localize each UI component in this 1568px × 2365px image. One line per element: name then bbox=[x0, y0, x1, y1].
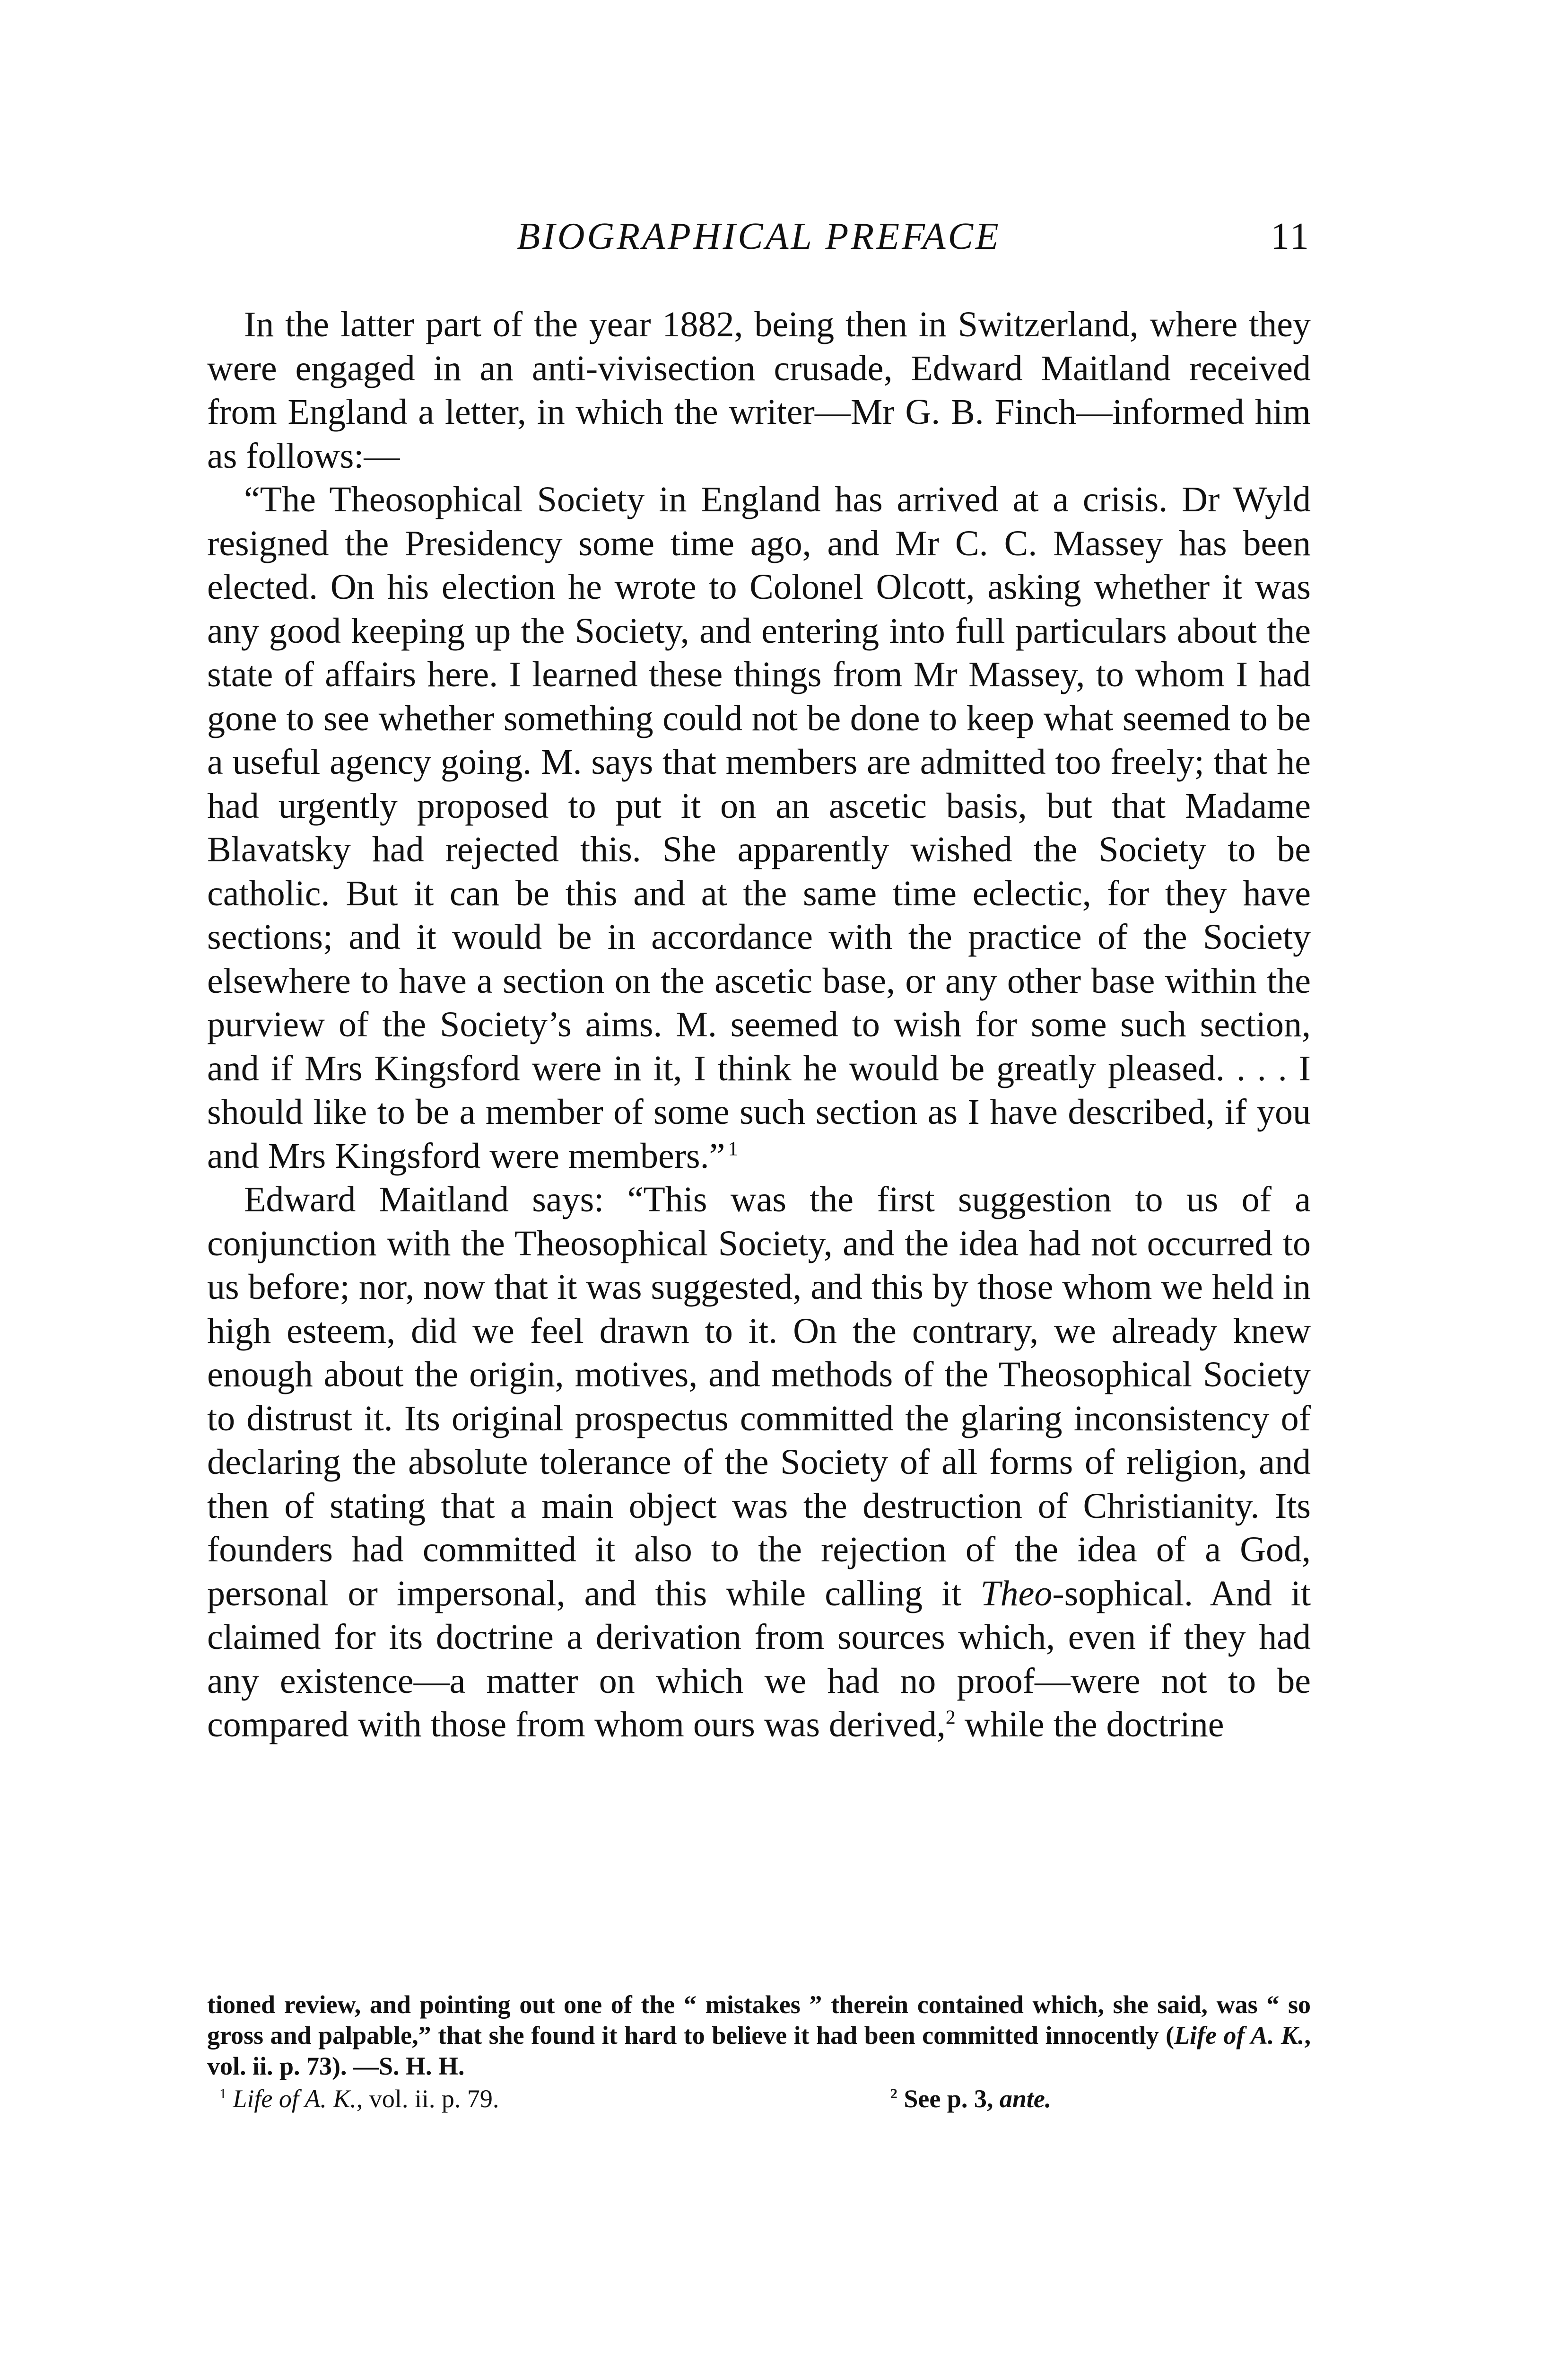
footnotes bbox=[207, 1989, 1311, 2117]
footnote-2-italic: ante. bbox=[999, 2085, 1052, 2113]
paragraph-3 bbox=[207, 1178, 1311, 1747]
footnote-ref-1: 1 bbox=[728, 1138, 738, 1160]
page-number: 11 bbox=[1270, 216, 1311, 257]
theo-emphasis: Theo bbox=[980, 1573, 1053, 1613]
paragraph-3-text-b: -sophical. And it claimed for its doctrine a derivation from sources which, even if they had any existence—a matter on which we had no proof—were not to be compared with those from whom ours was derived, bbox=[207, 1573, 1311, 1744]
paragraph-3-text-a: Edward Maitland says: “This was the first suggestion to us of a conjunction with the Theosophical Society, and the idea had not occurred to us before; nor, now that it was suggested, and this by those whom we held in high esteem, did we feel drawn to it. On the contrary, we already knew enough about the origin, motives, and methods of the Theosophical Society to distrust it. Its original prospectus committed the glaring inconsistency of declaring the absolute tolerance of the Society of all forms of religion, and then of stating that a main object was the destruction of Christianity. Its founders had committed it also to the rejection of the idea of a God, personal or impersonal, and this while calling it bbox=[207, 1180, 1311, 1613]
footnote-line bbox=[207, 2084, 1311, 2117]
footnote-continued-text-a: tioned review, and pointing out one of the “ mistakes ” therein contained which, she said, was “ so gross and palpable,” that she found it hard to believe it had been committed innocently ( bbox=[207, 1990, 1311, 2050]
footnote-continued bbox=[207, 1989, 1311, 2082]
body-text bbox=[207, 303, 1311, 1747]
paragraph-1 bbox=[207, 303, 1311, 478]
paragraph-3-text-c: while the doctrine bbox=[955, 1705, 1224, 1744]
paragraph-1-text: In the latter part of the year 1882, being then in Switzerland, where they were engaged in an anti-vivisection crusade, Edward Maitland received from England a letter, in which the writer—Mr G. B. Finch—informed him as follows:— bbox=[207, 305, 1311, 476]
page-header bbox=[207, 215, 1311, 267]
footnote-1 bbox=[219, 2084, 499, 2114]
footnote-2-mark: 2 bbox=[890, 2086, 897, 2102]
footnote-continued-citation: Life of A. K. bbox=[1174, 2021, 1305, 2050]
paragraph-2-letter-quote bbox=[207, 478, 1311, 1178]
footnote-2 bbox=[890, 2084, 1051, 2114]
running-title: BIOGRAPHICAL PREFACE bbox=[517, 216, 1001, 257]
footnote-2-text: See p. 3, bbox=[904, 2085, 1000, 2113]
footnote-1-text: , vol. ii. p. 79. bbox=[356, 2085, 499, 2113]
footnote-continued-text-b: , vol. ii. p. 73). —S. H. H. bbox=[207, 2021, 1311, 2080]
footnote-ref-2: 2 bbox=[945, 1707, 956, 1729]
paragraph-2-text: “The Theosophical Society in England has arrived at a crisis. Dr Wyld resigned the Presidency some time ago, and Mr C. C. Massey has been elected. On his election he wrote to Colonel Olcott, asking whether it was any good keeping up the Society, and entering into full particulars about the state of affairs here. I learned these things from Mr Massey, to whom I had gone to see whether something could not be done to keep what seemed to be a useful agency going. M. says that members are admitted too freely; that he had urgently proposed to put it on an ascetic basis, but that Madame Blavatsky had rejected this. She apparently wished the Society to be catholic. But it can be this and at the same time eclectic, for they have sections; and it would be in accordance with the practice of the Society elsewhere to have a section on the ascetic base, or any other base within the purview of the Society’s aims. M. seemed to wish for some such section, and if Mrs Kingsford were in it, I think he would be greatly pleased. . . . I should like to be a member of some such section as I have described, if you and Mrs Kingsford were members.” bbox=[207, 480, 1311, 1176]
footnote-1-citation: Life of A. K. bbox=[233, 2085, 357, 2113]
footnote-1-mark: 1 bbox=[219, 2086, 226, 2102]
